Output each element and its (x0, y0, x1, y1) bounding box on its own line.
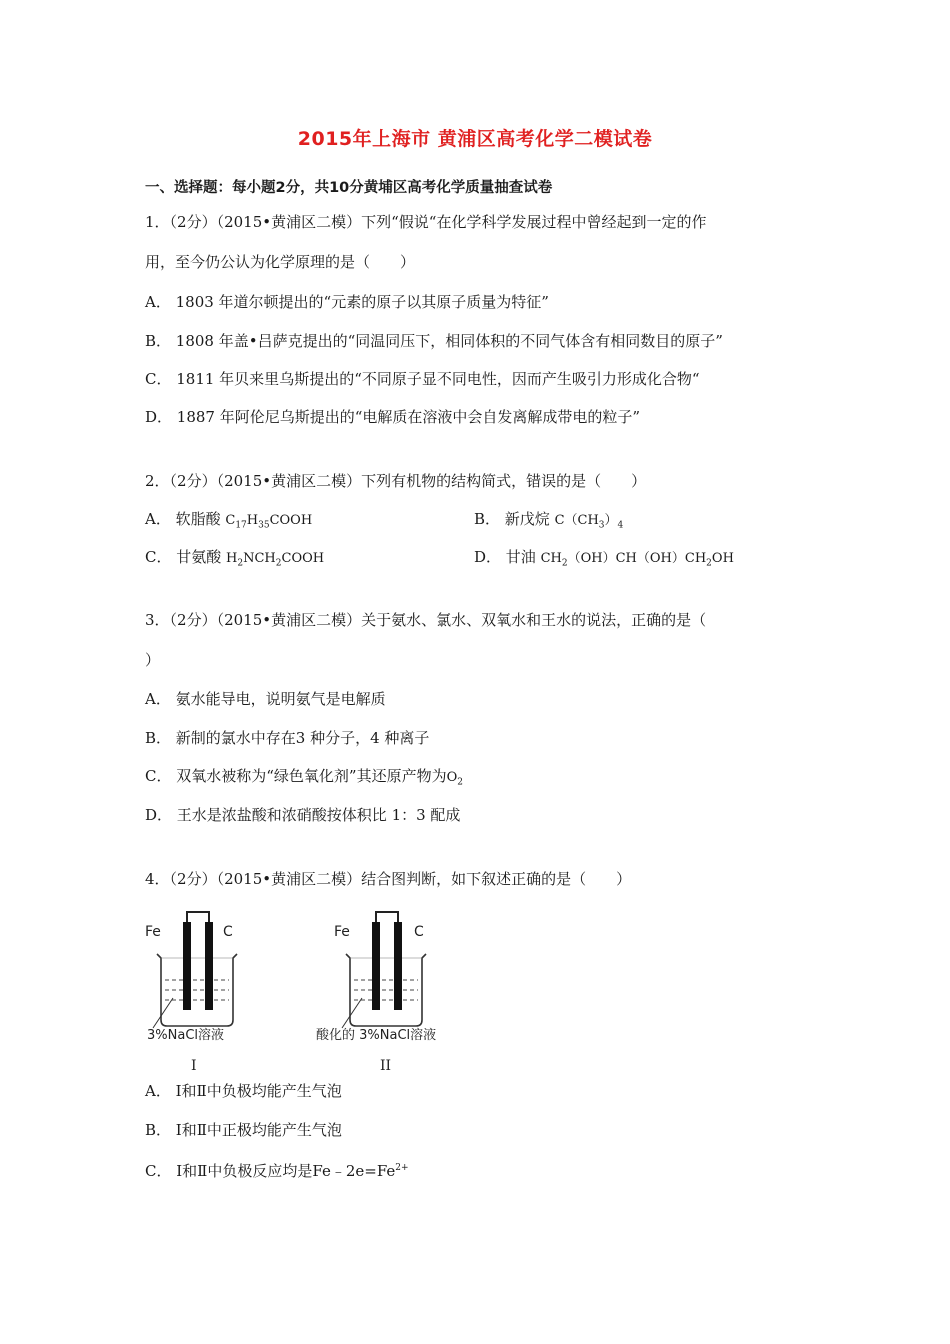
q2-option-b-label: B． 新戊烷 (474, 510, 555, 528)
q3-option-c-formula: $O_2$ (446, 770, 463, 788)
q2-option-b[interactable] (474, 509, 623, 536)
cell-1-fe-label: Fe (145, 924, 161, 940)
beaker-2-diagram (334, 910, 464, 1035)
q3-option-c[interactable] (145, 766, 463, 793)
q3-option-d[interactable]: D． 王水是浓盐酸和浓硝酸按体积比 1：3 配成 (145, 806, 461, 824)
section-heading: 一、选择题：每小题2分，共10分黄埔区高考化学质量抽查试卷 (145, 180, 553, 196)
q2-option-c-label: C． 甘氨酸 (145, 548, 227, 566)
q3-option-c-text: C． 双氧水被称为“绿色氧化剂”其还原产物为 (145, 767, 447, 785)
q2-option-c[interactable] (145, 547, 324, 574)
q3-stem-line1: 3．（2分）（2015•黄浦区二模）关于氨水、氯水、双氧水和王水的说法，正确的是（ (145, 611, 707, 629)
q2-stem: 2．（2分）（2015•黄浦区二模）下列有机物的结构简式，错误的是（ ） (145, 472, 647, 490)
q4-option-c[interactable] (145, 1158, 409, 1181)
cell-2-fe-label: Fe (334, 924, 350, 940)
q2-option-b-formula: $C(CH_3)_4$ (554, 513, 624, 531)
electrolytic-cell-1-figure (145, 910, 255, 1074)
q1-option-b[interactable]: B． 1808 年盖•吕萨克提出的“同温同压下，相同体积的不同气体含有相同数目的原子” (145, 332, 723, 350)
q3-stem-line2: ） (145, 651, 161, 669)
page-title: 2015年上海市 黄浦区高考化学二模试卷 (297, 128, 653, 150)
q4-option-c-text: C． Ⅰ和Ⅱ中负极反应均是Fe﹣2e=Fe (145, 1162, 396, 1180)
q2-option-a[interactable] (145, 509, 312, 536)
beaker-1-diagram (145, 910, 255, 1035)
q1-option-a[interactable]: A． 1803 年道尔顿提出的“元素的原子以其原子质量为特征” (145, 293, 549, 311)
q2-option-a-formula: $C_{17}H_{35}COOH$ (225, 513, 313, 531)
q3-option-b[interactable]: B． 新制的氯水中存在3 种分子，4 种离子 (145, 729, 430, 747)
q4-option-b[interactable]: B． Ⅰ和Ⅱ中正极均能产生气泡 (145, 1121, 342, 1139)
q3-option-a[interactable]: A． 氨水能导电，说明氨气是电解质 (145, 690, 386, 708)
cell-2-numeral: II (380, 1058, 392, 1074)
cell-2-c-label: C (414, 924, 424, 940)
q1-stem-line2: 用，至今仍公认为化学原理的是（ ） (145, 253, 416, 271)
cell-2-solution-label: 酸化的 3%NaCl溶液 (316, 1028, 437, 1043)
q4-stem: 4．（2分）（2015•黄浦区二模）结合图判断，如下叙述正确的是（ ） (145, 870, 632, 888)
q1-stem-line1: 1．（2分）（2015•黄浦区二模）下列“假说“在化学科学发展过程中曾经起到一定的作 (145, 213, 707, 231)
q4-option-a[interactable]: A． Ⅰ和Ⅱ中负极均能产生气泡 (145, 1082, 342, 1100)
electrolytic-cell-2-figure (316, 910, 466, 1074)
q2-option-d-formula: $CH_2(OH)CH(OH)CH_2OH$ (540, 551, 734, 569)
q2-option-a-label: A． 软脂酸 (145, 510, 226, 528)
q2-option-d-label: D． 甘油 (474, 548, 541, 566)
q1-option-d[interactable]: D． 1887 年阿伦尼乌斯提出的“电解质在溶液中会自发离解成带电的粒子” (145, 408, 641, 426)
q4-option-c-superscript: 2+ (395, 1163, 409, 1173)
cell-1-c-label: C (223, 924, 233, 940)
cell-1-solution-label: 3%NaCl溶液 (147, 1028, 225, 1043)
q2-option-c-formula: $H_2NCH_2COOH$ (226, 551, 325, 569)
q2-option-d[interactable] (474, 547, 734, 574)
q1-option-c[interactable]: C． 1811 年贝来里乌斯提出的“不同原子显不同电性，因而产生吸引力形成化合物“ (145, 370, 700, 388)
cell-1-numeral: I (191, 1058, 197, 1074)
